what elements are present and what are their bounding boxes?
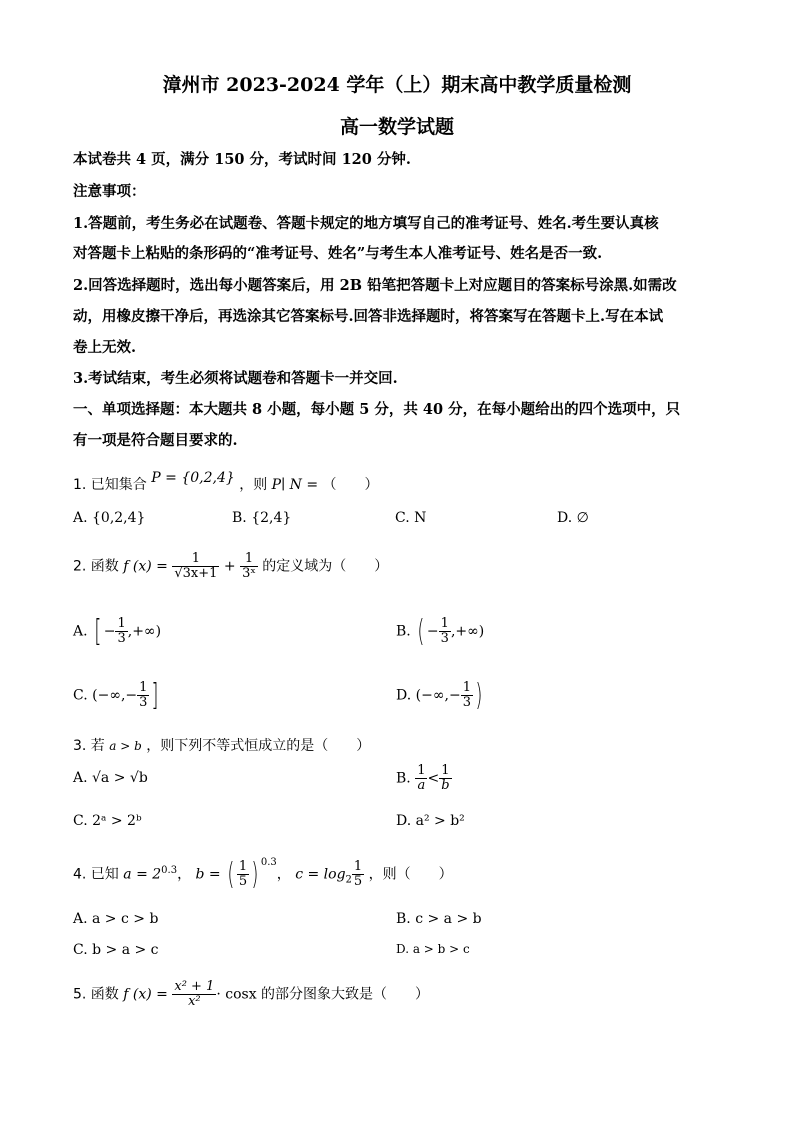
q4-c-base: 2 — [345, 874, 352, 886]
q2-plus: + — [223, 558, 236, 575]
q2-a-right: ,+∞) — [127, 623, 162, 640]
question-1-stem — [73, 470, 379, 494]
section1-heading-b: 有一项是符合题目要求的. — [73, 432, 238, 449]
q2-fraction-1 — [172, 552, 219, 581]
q3-b-d1: a — [417, 778, 426, 793]
q4-option-a[interactable]: A. a > c > b — [73, 911, 159, 927]
q2-fraction-2 — [240, 552, 258, 581]
q4-b-den: 5 — [238, 874, 248, 889]
notes-heading: 注意事项： — [73, 183, 146, 200]
q2-frac2-den: 3ˣ — [242, 566, 256, 581]
q2-a-den: 3 — [117, 631, 126, 646]
note-2b: 动，用橡皮擦干净后，再选涂其它答案标号.回答非选择题时，将答案写在答题卡上.写在本试 — [73, 308, 664, 325]
q2-b-label: B. — [396, 623, 411, 640]
q4-b-expr: b = — [195, 866, 221, 883]
q2-a-label: A. — [73, 623, 88, 640]
q2-frac2-num: 1 — [240, 552, 258, 567]
q4-b-left-paren: ( — [227, 857, 235, 892]
q2-frac1-num: 1 — [172, 552, 219, 567]
section1-heading-a: 一、单项选择题：本大题共 8 小题，每小题 5 分，共 40 分，在每小题给出的四个选项中，只 — [73, 401, 681, 418]
q2-d-label: D. — [396, 687, 412, 704]
q1-set: P = {0,2,4} — [151, 470, 235, 486]
q2-c-left: (−∞,− — [92, 687, 138, 704]
q2-a-fraction — [115, 617, 127, 646]
q4-option-b[interactable]: B. c > a > b — [396, 911, 482, 927]
question-5-stem — [73, 980, 429, 1009]
q4-pre: 4. 已知 — [73, 866, 119, 883]
q4-c-expr: c = log — [295, 866, 346, 883]
q1-post: （ ） — [322, 477, 379, 493]
exam-subtitle: 高一数学试题 — [339, 116, 454, 138]
q2-a-num: 1 — [117, 616, 126, 631]
q2-b-right: ,+∞) — [450, 623, 485, 640]
note-2c: 卷上无效. — [73, 339, 137, 356]
q5-num: x² + 1 — [174, 979, 215, 994]
q3-option-d[interactable]: D. a² > b² — [396, 813, 465, 829]
q2-pre: 2. 函数 — [73, 558, 119, 575]
q4-post: ，则（ ） — [368, 866, 453, 883]
q2-option-d[interactable] — [396, 678, 485, 713]
q1-pre: 1. 已知集合 — [73, 477, 147, 493]
q1-expr: P∣ N = — [271, 477, 319, 493]
exam-title: 漳州市 2023-2024 学年（上）期末高中教学质量检测 — [162, 74, 632, 96]
q4-b-exponent: 0.3 — [260, 856, 277, 868]
q3-b-label: B. — [396, 770, 411, 787]
q5-tail: · cosx — [216, 986, 257, 1003]
q2-c-num: 1 — [139, 680, 148, 695]
q2-b-den: 3 — [440, 631, 449, 646]
note-1b: 对答题卡上粘贴的条形码的“准考证号、姓名”与考生本人准考证号、姓名是否一致. — [73, 245, 603, 262]
q4-b-num: 1 — [238, 859, 248, 874]
q2-c-right-bracket: ] — [151, 678, 159, 713]
q2-c-den: 3 — [139, 695, 148, 710]
q2-d-right-paren: ) — [475, 678, 483, 713]
question-4-stem — [73, 857, 453, 892]
q2-d-left: (−∞,− — [415, 687, 461, 704]
q3-option-c[interactable]: C. 2ᵃ > 2ᵇ — [73, 813, 142, 829]
q5-den: x² — [188, 994, 201, 1009]
q4-c-num: 1 — [353, 859, 363, 874]
note-3: 3.考试结束，考生必须将试题卷和答题卡一并交回. — [73, 370, 398, 387]
q2-d-num: 1 — [462, 680, 471, 695]
q3-b-n1: 1 — [417, 763, 426, 778]
q4-a-exponent: 0.3 — [161, 864, 178, 876]
q4-b-fraction — [237, 860, 249, 889]
q1-option-c[interactable]: C. N — [395, 510, 427, 526]
q4-sep-2: ， — [276, 866, 291, 883]
q4-a-expr: a = 2 — [123, 866, 162, 883]
note-2a: 2.回答选择题时，选出每小题答案后，用 2B 铅笔把答题卡上对应题目的答案标号涂黑.如需改 — [73, 277, 677, 294]
note-1a: 1.答题前，考生务必在试题卷、答题卡规定的地方填写自己的准考证号、姓名.考生要认真核 — [73, 215, 659, 232]
q2-a-neg: − — [103, 623, 116, 640]
q4-c-fraction — [352, 860, 364, 889]
q4-option-d[interactable]: D. a > b > c — [396, 942, 470, 956]
q5-fraction — [172, 980, 216, 1009]
q3-b-d2: b — [441, 778, 450, 793]
q3-post: ，则下列不等式恒成立的是（ ） — [146, 738, 371, 754]
q2-b-neg: − — [426, 623, 439, 640]
question-2-stem — [73, 552, 388, 581]
q5-pre: 5. 函数 — [73, 986, 119, 1003]
question-3-stem — [73, 735, 370, 755]
q2-d-den: 3 — [462, 695, 471, 710]
q3-condition: a > b — [109, 739, 142, 753]
q3-b-frac-1 — [415, 764, 427, 793]
q2-b-num: 1 — [440, 616, 449, 631]
q2-b-left-paren: ( — [417, 614, 425, 649]
q2-c-fraction — [137, 681, 149, 710]
q3-b-n2: 1 — [439, 764, 451, 779]
q4-sep-1: ， — [177, 866, 192, 883]
q4-c-den: 5 — [353, 874, 363, 889]
q2-option-c[interactable] — [73, 678, 161, 713]
q3-option-b[interactable] — [396, 764, 452, 793]
q2-frac1-den: √3x+1 — [174, 566, 218, 581]
q2-post: 的定义域为（ ） — [262, 558, 389, 575]
q5-fx: f (x) = — [123, 986, 168, 1003]
q2-option-b[interactable] — [396, 614, 484, 649]
q2-a-left-bracket: [ — [94, 614, 102, 649]
q1-option-a[interactable]: A. {0,2,4} — [73, 510, 146, 526]
q1-mid: ，则 — [239, 477, 268, 493]
q2-b-fraction — [439, 617, 451, 646]
intro-line: 本试卷共 4 页，满分 150 分，考试时间 120 分钟. — [73, 151, 411, 168]
q4-b-right-paren: ) — [251, 857, 259, 892]
q1-option-b[interactable]: B. {2,4} — [232, 510, 292, 526]
q3-pre: 3. 若 — [73, 738, 105, 754]
q2-c-label: C. — [73, 687, 88, 704]
q5-post: 的部分图象大致是（ ） — [261, 986, 430, 1003]
q1-option-d[interactable]: D. ∅ — [557, 510, 589, 526]
q2-option-a[interactable] — [73, 614, 161, 649]
q2-fx: f (x) = — [123, 558, 168, 575]
q2-d-fraction — [461, 681, 473, 710]
q4-option-c[interactable]: C. b > a > c — [73, 942, 159, 958]
q3-b-lt: < — [427, 770, 440, 787]
q3-b-frac-2 — [439, 764, 451, 793]
q3-option-a[interactable]: A. √a > √b — [73, 770, 148, 786]
